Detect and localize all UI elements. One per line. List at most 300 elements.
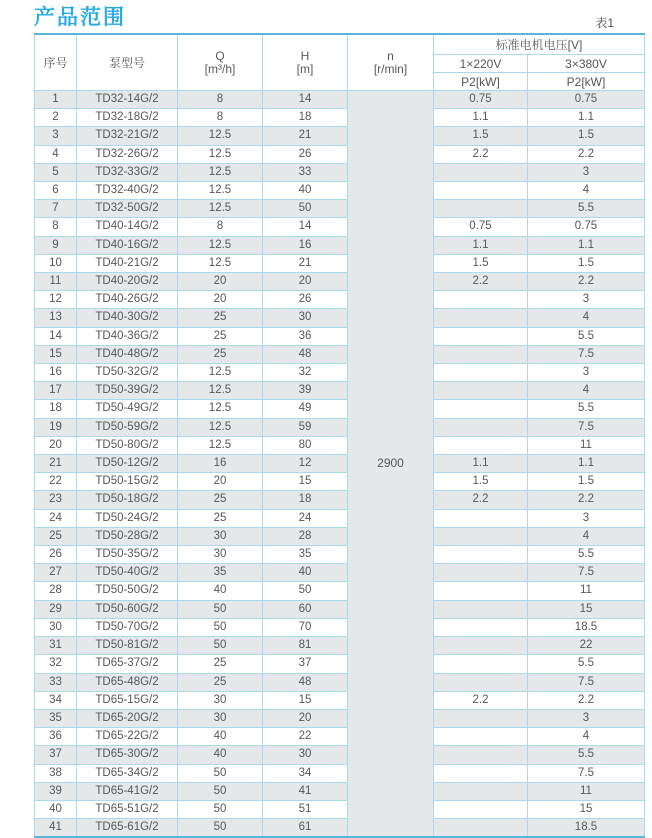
- cell-p2-380v: 11: [528, 436, 645, 454]
- cell-model: TD50-18G/2: [77, 491, 178, 509]
- cell-p2-220v: [434, 364, 528, 382]
- cell-model: TD50-59G/2: [77, 418, 178, 436]
- cell-index: 5: [35, 163, 77, 181]
- cell-p2-220v: 2.2: [434, 491, 528, 509]
- cell-q: 25: [178, 655, 263, 673]
- cell-p2-380v: 0.75: [528, 91, 645, 109]
- cell-q: 12.5: [178, 400, 263, 418]
- cell-q: 12.5: [178, 236, 263, 254]
- cell-h: 15: [263, 473, 348, 491]
- cell-h: 21: [263, 127, 348, 145]
- cell-h: 61: [263, 819, 348, 838]
- product-range-table: [34, 33, 645, 838]
- cell-h: 20: [263, 273, 348, 291]
- cell-model: TD40-36G/2: [77, 327, 178, 345]
- cell-p2-380v: 7.5: [528, 764, 645, 782]
- cell-p2-380v: 4: [528, 382, 645, 400]
- cell-q: 25: [178, 345, 263, 363]
- cell-p2-220v: 1.5: [434, 473, 528, 491]
- table-row: [35, 819, 645, 838]
- cell-p2-220v: [434, 637, 528, 655]
- cell-h: 48: [263, 673, 348, 691]
- cell-p2-220v: [434, 600, 528, 618]
- col-header-p2-220v: P2[kW]: [434, 73, 528, 91]
- cell-p2-220v: [434, 582, 528, 600]
- flow-symbol: Q: [215, 48, 225, 63]
- cell-index: 13: [35, 309, 77, 327]
- table-row: [35, 764, 645, 782]
- cell-h: 33: [263, 163, 348, 181]
- cell-h: 30: [263, 746, 348, 764]
- cell-model: TD40-30G/2: [77, 309, 178, 327]
- cell-p2-220v: [434, 782, 528, 800]
- table-row: [35, 582, 645, 600]
- head-unit: [m]: [296, 61, 314, 76]
- table-row: [35, 600, 645, 618]
- cell-p2-380v: 3: [528, 509, 645, 527]
- cell-index: 31: [35, 637, 77, 655]
- table-row: [35, 327, 645, 345]
- cell-index: 14: [35, 327, 77, 345]
- cell-p2-220v: [434, 509, 528, 527]
- table-row: [35, 400, 645, 418]
- cell-index: 4: [35, 145, 77, 163]
- table-row: [35, 236, 645, 254]
- table-row: [35, 91, 645, 109]
- cell-q: 25: [178, 309, 263, 327]
- col-header-p2-380v: P2[kW]: [528, 73, 645, 91]
- cell-index: 40: [35, 800, 77, 818]
- cell-p2-380v: 5.5: [528, 327, 645, 345]
- table-row: [35, 618, 645, 636]
- cell-h: 50: [263, 200, 348, 218]
- cell-p2-380v: 3: [528, 163, 645, 181]
- cell-index: 8: [35, 218, 77, 236]
- cell-p2-220v: [434, 436, 528, 454]
- cell-p2-380v: 1.1: [528, 109, 645, 127]
- table-row: [35, 418, 645, 436]
- cell-p2-380v: 7.5: [528, 564, 645, 582]
- cell-p2-380v: 5.5: [528, 400, 645, 418]
- cell-p2-380v: 0.75: [528, 218, 645, 236]
- cell-p2-220v: [434, 345, 528, 363]
- cell-model: TD40-14G/2: [77, 218, 178, 236]
- cell-h: 51: [263, 800, 348, 818]
- cell-index: 11: [35, 273, 77, 291]
- cell-h: 36: [263, 327, 348, 345]
- table-row: [35, 491, 645, 509]
- cell-model: TD65-41G/2: [77, 782, 178, 800]
- cell-index: 35: [35, 709, 77, 727]
- cell-model: TD65-15G/2: [77, 691, 178, 709]
- cell-index: 33: [35, 673, 77, 691]
- col-header-model: 泵型号: [77, 34, 178, 91]
- cell-index: 29: [35, 600, 77, 618]
- cell-p2-220v: [434, 546, 528, 564]
- table-row: [35, 254, 645, 272]
- cell-q: 20: [178, 291, 263, 309]
- cell-model: TD32-18G/2: [77, 109, 178, 127]
- cell-p2-380v: 1.5: [528, 127, 645, 145]
- cell-q: 40: [178, 746, 263, 764]
- flow-unit: [m³/h]: [204, 61, 236, 76]
- cell-index: 26: [35, 546, 77, 564]
- cell-p2-220v: 1.5: [434, 127, 528, 145]
- cell-h: 39: [263, 382, 348, 400]
- cell-speed-rpm: 2900: [348, 91, 434, 838]
- cell-q: 20: [178, 273, 263, 291]
- cell-index: 27: [35, 564, 77, 582]
- cell-p2-380v: 1.1: [528, 236, 645, 254]
- cell-h: 28: [263, 527, 348, 545]
- cell-q: 25: [178, 509, 263, 527]
- cell-p2-380v: 3: [528, 364, 645, 382]
- cell-p2-220v: [434, 655, 528, 673]
- table-row: [35, 473, 645, 491]
- cell-h: 50: [263, 582, 348, 600]
- cell-h: 59: [263, 418, 348, 436]
- cell-h: 15: [263, 691, 348, 709]
- cell-q: 25: [178, 491, 263, 509]
- cell-p2-380v: 2.2: [528, 691, 645, 709]
- cell-model: TD50-60G/2: [77, 600, 178, 618]
- cell-p2-380v: 15: [528, 800, 645, 818]
- cell-p2-220v: [434, 709, 528, 727]
- cell-h: 16: [263, 236, 348, 254]
- cell-p2-380v: 18.5: [528, 618, 645, 636]
- cell-h: 26: [263, 291, 348, 309]
- table-row: [35, 546, 645, 564]
- cell-index: 10: [35, 254, 77, 272]
- table-row: [35, 273, 645, 291]
- cell-p2-220v: 1.1: [434, 109, 528, 127]
- cell-p2-220v: [434, 819, 528, 838]
- cell-q: 12.5: [178, 436, 263, 454]
- cell-h: 70: [263, 618, 348, 636]
- cell-h: 35: [263, 546, 348, 564]
- cell-h: 21: [263, 254, 348, 272]
- table-row: [35, 200, 645, 218]
- table-row: [35, 127, 645, 145]
- cell-q: 50: [178, 600, 263, 618]
- cell-index: 15: [35, 345, 77, 363]
- cell-h: 26: [263, 145, 348, 163]
- cell-p2-380v: 3: [528, 291, 645, 309]
- cell-p2-380v: 5.5: [528, 746, 645, 764]
- cell-model: TD32-26G/2: [77, 145, 178, 163]
- cell-p2-380v: 7.5: [528, 418, 645, 436]
- cell-model: TD65-51G/2: [77, 800, 178, 818]
- col-header-flow: [178, 34, 263, 91]
- cell-q: 35: [178, 564, 263, 582]
- table-row: [35, 637, 645, 655]
- table-number-label: 表1: [595, 16, 614, 30]
- table-row: [35, 509, 645, 527]
- table-row: [35, 673, 645, 691]
- cell-model: TD50-32G/2: [77, 364, 178, 382]
- table-row: [35, 709, 645, 727]
- cell-model: TD50-81G/2: [77, 637, 178, 655]
- cell-p2-220v: [434, 527, 528, 545]
- table-row: [35, 746, 645, 764]
- cell-q: 8: [178, 109, 263, 127]
- table-row: [35, 291, 645, 309]
- cell-model: TD50-24G/2: [77, 509, 178, 527]
- cell-p2-220v: [434, 418, 528, 436]
- head-symbol: H: [300, 48, 310, 63]
- cell-model: TD50-50G/2: [77, 582, 178, 600]
- cell-model: TD65-61G/2: [77, 819, 178, 838]
- cell-index: 24: [35, 509, 77, 527]
- cell-index: 6: [35, 182, 77, 200]
- cell-model: TD65-37G/2: [77, 655, 178, 673]
- table-row: [35, 145, 645, 163]
- cell-h: 24: [263, 509, 348, 527]
- table-row: [35, 655, 645, 673]
- cell-h: 34: [263, 764, 348, 782]
- cell-h: 40: [263, 564, 348, 582]
- table-row: [35, 436, 645, 454]
- cell-p2-380v: 5.5: [528, 655, 645, 673]
- cell-p2-220v: 2.2: [434, 691, 528, 709]
- cell-p2-220v: [434, 673, 528, 691]
- col-header-220v: 1×220V: [434, 55, 528, 73]
- cell-q: 25: [178, 673, 263, 691]
- cell-p2-220v: [434, 327, 528, 345]
- cell-p2-380v: 1.5: [528, 473, 645, 491]
- table-row: [35, 527, 645, 545]
- table-row: [35, 455, 645, 473]
- cell-p2-380v: 11: [528, 782, 645, 800]
- cell-model: TD32-14G/2: [77, 91, 178, 109]
- cell-model: TD65-22G/2: [77, 728, 178, 746]
- cell-p2-220v: [434, 618, 528, 636]
- table-header: [35, 34, 645, 91]
- cell-p2-220v: 2.2: [434, 145, 528, 163]
- cell-index: 20: [35, 436, 77, 454]
- cell-index: 17: [35, 382, 77, 400]
- cell-q: 12.5: [178, 382, 263, 400]
- table-row: [35, 728, 645, 746]
- cell-model: TD40-16G/2: [77, 236, 178, 254]
- col-header-voltage-group: 标准电机电压[V]: [434, 34, 645, 55]
- cell-index: 1: [35, 91, 77, 109]
- cell-p2-220v: [434, 291, 528, 309]
- cell-index: 30: [35, 618, 77, 636]
- cell-model: TD65-48G/2: [77, 673, 178, 691]
- cell-index: 22: [35, 473, 77, 491]
- cell-q: 8: [178, 218, 263, 236]
- cell-p2-380v: 4: [528, 527, 645, 545]
- cell-p2-380v: 3: [528, 709, 645, 727]
- speed-unit: [r/min]: [373, 61, 408, 76]
- cell-model: TD50-35G/2: [77, 546, 178, 564]
- cell-index: 2: [35, 109, 77, 127]
- cell-p2-220v: 0.75: [434, 91, 528, 109]
- cell-q: 50: [178, 800, 263, 818]
- cell-p2-220v: 1.5: [434, 254, 528, 272]
- cell-q: 12.5: [178, 418, 263, 436]
- table-row: [35, 218, 645, 236]
- cell-p2-380v: 7.5: [528, 345, 645, 363]
- cell-q: 12.5: [178, 182, 263, 200]
- cell-index: 38: [35, 764, 77, 782]
- cell-p2-380v: 2.2: [528, 145, 645, 163]
- cell-index: 18: [35, 400, 77, 418]
- cell-model: TD40-26G/2: [77, 291, 178, 309]
- cell-p2-220v: [434, 163, 528, 181]
- cell-index: 25: [35, 527, 77, 545]
- cell-q: 8: [178, 91, 263, 109]
- cell-h: 14: [263, 91, 348, 109]
- cell-index: 7: [35, 200, 77, 218]
- cell-q: 12.5: [178, 163, 263, 181]
- speed-symbol: n: [387, 48, 394, 63]
- cell-p2-380v: 2.2: [528, 491, 645, 509]
- cell-index: 21: [35, 455, 77, 473]
- cell-h: 18: [263, 109, 348, 127]
- cell-q: 20: [178, 473, 263, 491]
- cell-q: 30: [178, 691, 263, 709]
- cell-p2-380v: 4: [528, 309, 645, 327]
- cell-q: 50: [178, 819, 263, 838]
- cell-index: 19: [35, 418, 77, 436]
- cell-p2-380v: 1.1: [528, 455, 645, 473]
- cell-h: 40: [263, 182, 348, 200]
- cell-p2-380v: 18.5: [528, 819, 645, 838]
- cell-model: TD50-15G/2: [77, 473, 178, 491]
- cell-q: 12.5: [178, 145, 263, 163]
- cell-model: TD50-49G/2: [77, 400, 178, 418]
- cell-index: 34: [35, 691, 77, 709]
- cell-p2-220v: [434, 764, 528, 782]
- cell-index: 41: [35, 819, 77, 838]
- cell-p2-220v: [434, 564, 528, 582]
- cell-model: TD50-70G/2: [77, 618, 178, 636]
- cell-h: 48: [263, 345, 348, 363]
- cell-q: 50: [178, 782, 263, 800]
- cell-p2-220v: [434, 309, 528, 327]
- col-header-380v: 3×380V: [528, 55, 645, 73]
- cell-q: 50: [178, 764, 263, 782]
- cell-model: TD50-12G/2: [77, 455, 178, 473]
- cell-q: 50: [178, 637, 263, 655]
- cell-p2-220v: [434, 728, 528, 746]
- cell-h: 32: [263, 364, 348, 382]
- table-row: [35, 309, 645, 327]
- cell-p2-380v: 22: [528, 637, 645, 655]
- cell-index: 28: [35, 582, 77, 600]
- cell-model: TD40-48G/2: [77, 345, 178, 363]
- cell-p2-220v: [434, 382, 528, 400]
- cell-q: 40: [178, 728, 263, 746]
- cell-p2-380v: 11: [528, 582, 645, 600]
- cell-p2-220v: 2.2: [434, 273, 528, 291]
- cell-q: 30: [178, 546, 263, 564]
- cell-model: TD32-50G/2: [77, 200, 178, 218]
- cell-p2-220v: [434, 400, 528, 418]
- cell-p2-380v: 1.5: [528, 254, 645, 272]
- cell-index: 9: [35, 236, 77, 254]
- cell-h: 30: [263, 309, 348, 327]
- cell-model: TD50-39G/2: [77, 382, 178, 400]
- cell-index: 37: [35, 746, 77, 764]
- cell-index: 23: [35, 491, 77, 509]
- page-title: 产品范围: [34, 6, 126, 29]
- table-row: [35, 109, 645, 127]
- col-header-index: 序号: [35, 34, 77, 91]
- table-row: [35, 182, 645, 200]
- cell-index: 39: [35, 782, 77, 800]
- cell-model: TD32-33G/2: [77, 163, 178, 181]
- cell-q: 12.5: [178, 364, 263, 382]
- cell-p2-380v: 2.2: [528, 273, 645, 291]
- cell-p2-380v: 7.5: [528, 673, 645, 691]
- cell-h: 14: [263, 218, 348, 236]
- cell-h: 12: [263, 455, 348, 473]
- cell-p2-220v: [434, 746, 528, 764]
- cell-q: 30: [178, 527, 263, 545]
- header-row-1: [35, 34, 645, 55]
- cell-h: 80: [263, 436, 348, 454]
- cell-q: 40: [178, 582, 263, 600]
- cell-q: 12.5: [178, 200, 263, 218]
- table-row: [35, 364, 645, 382]
- cell-h: 18: [263, 491, 348, 509]
- cell-index: 16: [35, 364, 77, 382]
- cell-q: 30: [178, 709, 263, 727]
- cell-h: 60: [263, 600, 348, 618]
- cell-model: TD50-28G/2: [77, 527, 178, 545]
- table-row: [35, 564, 645, 582]
- cell-model: TD50-80G/2: [77, 436, 178, 454]
- cell-p2-220v: 1.1: [434, 455, 528, 473]
- cell-index: 12: [35, 291, 77, 309]
- cell-p2-380v: 4: [528, 728, 645, 746]
- cell-index: 36: [35, 728, 77, 746]
- cell-model: TD32-21G/2: [77, 127, 178, 145]
- cell-h: 37: [263, 655, 348, 673]
- cell-p2-220v: 0.75: [434, 218, 528, 236]
- cell-h: 49: [263, 400, 348, 418]
- table-row: [35, 691, 645, 709]
- cell-p2-220v: 1.1: [434, 236, 528, 254]
- cell-p2-380v: 5.5: [528, 200, 645, 218]
- table-body: [35, 91, 645, 838]
- cell-model: TD65-30G/2: [77, 746, 178, 764]
- cell-index: 3: [35, 127, 77, 145]
- cell-h: 20: [263, 709, 348, 727]
- cell-h: 81: [263, 637, 348, 655]
- cell-q: 50: [178, 618, 263, 636]
- page-header: [34, 0, 644, 33]
- cell-model: TD40-20G/2: [77, 273, 178, 291]
- cell-q: 25: [178, 327, 263, 345]
- table-row: [35, 382, 645, 400]
- col-header-speed: [348, 34, 434, 91]
- cell-p2-380v: 15: [528, 600, 645, 618]
- cell-model: TD40-21G/2: [77, 254, 178, 272]
- table-row: [35, 782, 645, 800]
- cell-h: 22: [263, 728, 348, 746]
- cell-h: 41: [263, 782, 348, 800]
- cell-p2-380v: 4: [528, 182, 645, 200]
- cell-q: 16: [178, 455, 263, 473]
- cell-p2-220v: [434, 182, 528, 200]
- cell-q: 12.5: [178, 127, 263, 145]
- cell-model: TD65-20G/2: [77, 709, 178, 727]
- col-header-head: [263, 34, 348, 91]
